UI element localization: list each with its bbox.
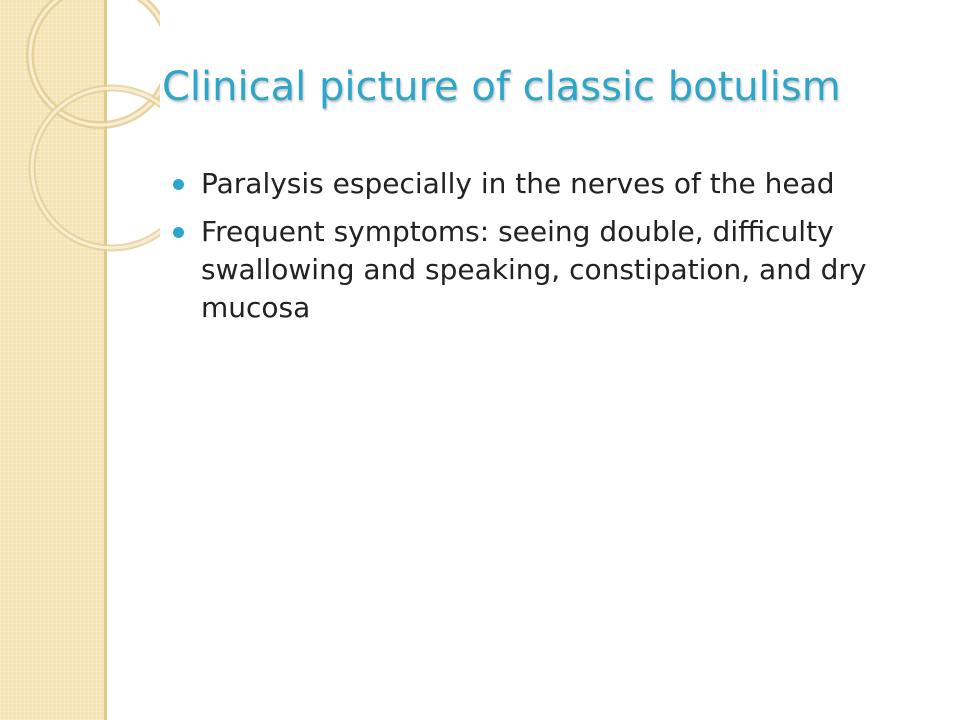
bullet-dot-icon [173, 179, 184, 190]
bullet-text: Frequent symptoms: seeing double, difficulty swallowing and speaking, constipation, and dry mucosa [201, 215, 867, 324]
bullet-item [170, 165, 870, 203]
slide-title: Clinical picture of classic botulism [162, 64, 841, 110]
decorative-rings-icon [0, 0, 160, 300]
bullet-text: Paralysis especially in the nerves of the head [201, 167, 835, 200]
bullet-list [170, 165, 870, 337]
bullet-dot-icon [173, 227, 184, 238]
bullet-item [170, 213, 870, 327]
